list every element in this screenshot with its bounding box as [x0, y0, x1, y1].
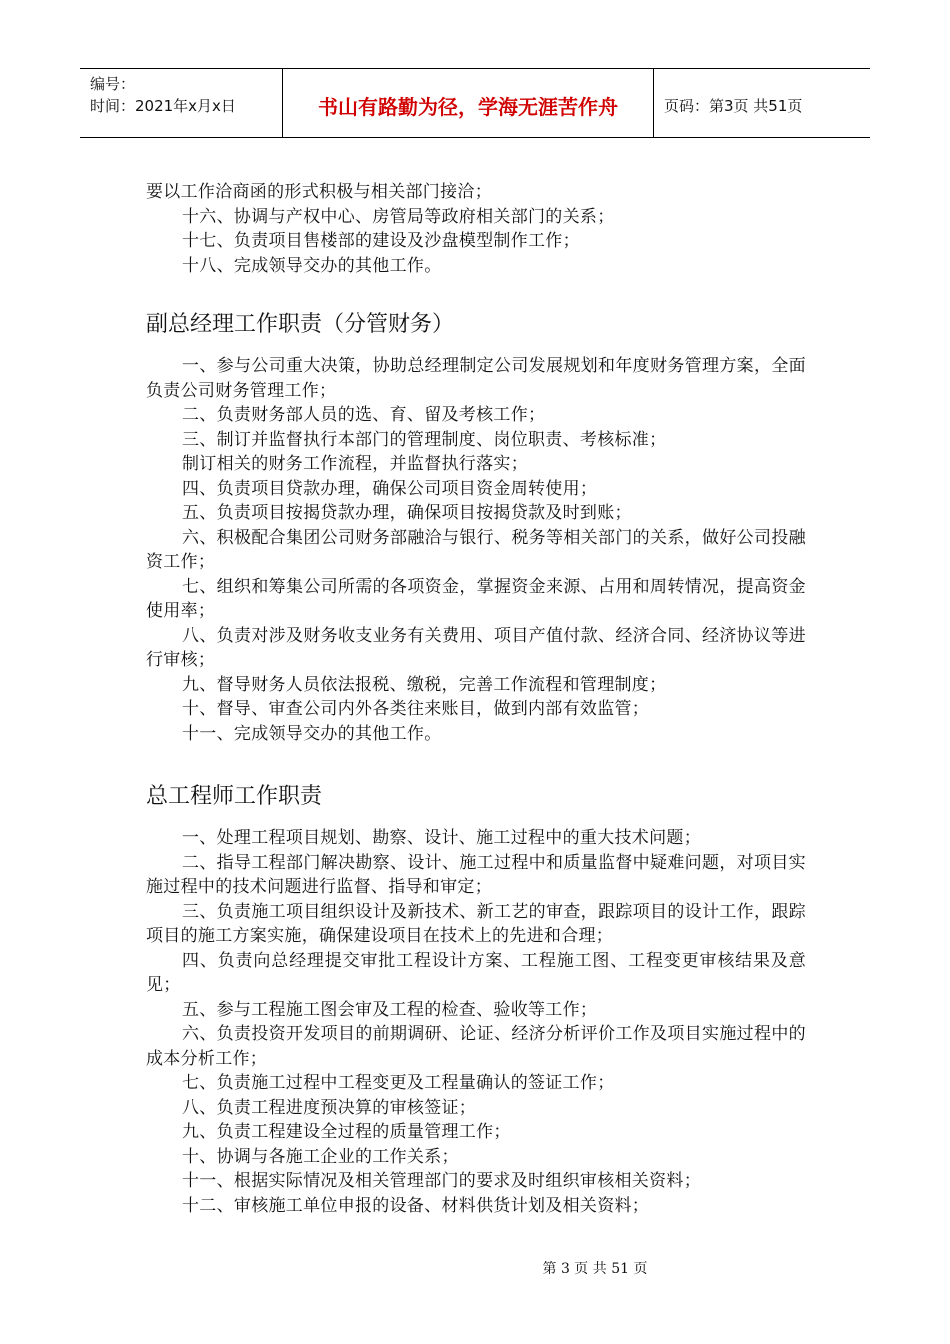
- list-item: 五、参与工程施工图会审及工程的检查、验收等工作；: [182, 999, 598, 1020]
- list-item: 七、组织和筹集公司所需的各项资金，掌握资金来源、占用和周转情况，提高资金使用率；: [146, 576, 806, 621]
- paragraph: 十八、完成领导交办的其他工作。: [182, 255, 442, 276]
- list-item: 四、负责项目贷款办理，确保公司项目资金周转使用；: [182, 478, 598, 499]
- list-item: 十、协调与各施工企业的工作关系；: [182, 1146, 459, 1167]
- list-item: 八、负责工程进度预决算的审核签证；: [182, 1097, 477, 1118]
- list-item: 三、负责施工项目组织设计及新技术、新工艺的审查，跟踪项目的设计工作，跟踪项目的施工方案实施，确保建设项目在技术上的先进和合理；: [146, 901, 806, 946]
- list-item: 一、处理工程项目规划、勘察、设计、施工过程中的重大技术问题；: [182, 828, 701, 848]
- header-meta: [80, 69, 282, 137]
- page-footer: 第 3 页 共 51 页: [542, 1261, 648, 1277]
- document-number-label: 编号：: [90, 75, 136, 93]
- header-page-info: 页码：第3页 共51页: [664, 96, 803, 115]
- list-item: 二、负责财务部人员的选、育、留及考核工作；: [182, 405, 546, 425]
- section-heading-chief-engineer: 总工程师工作职责: [146, 784, 323, 809]
- list-item: 七、负责施工过程中工程变更及工程量确认的签证工作；: [182, 1073, 615, 1093]
- header-motto: 书山有路勤为径，学海无涯苦作舟: [282, 69, 654, 137]
- page-header: [80, 68, 870, 138]
- list-item: 一、参与公司重大决策，协助总经理制定公司发展规划和年度财务管理方案，全面负责公司财务管理工作；: [146, 356, 806, 401]
- list-item: 十、督导、审查公司内外各类往来账目，做到内部有效监管；: [182, 699, 650, 719]
- list-item: 六、积极配合集团公司财务部融洽与银行、税务等相关部门的关系，做好公司投融资工作；: [146, 527, 806, 572]
- paragraph: 要以工作洽商函的形式积极与相关部门接洽；: [146, 182, 492, 202]
- document-body: [146, 180, 806, 1218]
- list-item: 四、负责向总经理提交审批工程设计方案、工程施工图、工程变更审核结果及意见；: [146, 950, 806, 995]
- document-date-label: 时间：2021年x月x日: [90, 97, 236, 115]
- list-item: 十二、审核施工单位申报的设备、材料供货计划及相关资料；: [182, 1195, 650, 1216]
- list-item: 制订相关的财务工作流程，并监督执行落实；: [182, 454, 528, 474]
- list-item: 八、负责对涉及财务收支业务有关费用、项目产值付款、经济合同、经济协议等进行审核；: [146, 625, 806, 670]
- paragraph: 十六、协调与产权中心、房管局等政府相关部门的关系；: [182, 206, 615, 227]
- section-heading-finance: 副总经理工作职责（分管财务）: [146, 312, 455, 337]
- list-item: 三、制订并监督执行本部门的管理制度、岗位职责、考核标准；: [182, 429, 667, 450]
- list-item: 二、指导工程部门解决勘察、设计、施工过程中和质量监督中疑难问题，对项目实施过程中的技术问题进行监督、指导和审定；: [146, 852, 806, 897]
- paragraph: 十七、负责项目售楼部的建设及沙盘模型制作工作；: [182, 231, 580, 251]
- list-item: 五、负责项目按揭贷款办理，确保项目按揭贷款及时到账；: [182, 503, 632, 523]
- list-item: 十一、完成领导交办的其他工作。: [182, 723, 442, 744]
- list-item: 九、督导财务人员依法报税、缴税，完善工作流程和管理制度；: [182, 674, 667, 695]
- list-item: 十一、根据实际情况及相关管理部门的要求及时组织审核相关资料；: [182, 1171, 701, 1191]
- list-item: 九、负责工程建设全过程的质量管理工作；: [182, 1122, 511, 1142]
- list-item: 六、负责投资开发项目的前期调研、论证、经济分析评价工作及项目实施过程中的成本分析工作；: [146, 1024, 806, 1069]
